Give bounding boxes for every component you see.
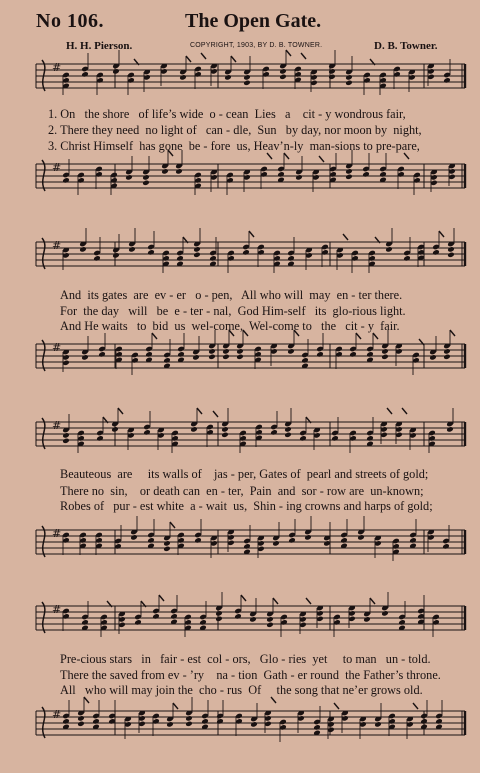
treble-staff-system-1 (0, 56, 480, 102)
note-flag (201, 53, 206, 59)
verse-line: And He waits to bid us wel-come, Wel-come to the cit - y fair. (60, 319, 400, 333)
note-flag (197, 408, 202, 414)
note-head (192, 354, 200, 360)
note-head (443, 348, 451, 354)
note-head (447, 252, 455, 258)
note-head (234, 613, 242, 619)
clef-stroke (42, 707, 45, 738)
note-flag (284, 153, 289, 159)
note-head (381, 610, 389, 616)
note-head (221, 426, 229, 432)
note-head (279, 74, 287, 80)
sharp-icon: # (52, 708, 62, 721)
note-head (299, 435, 307, 441)
note-head (304, 534, 312, 540)
bass-staff-system-3 (0, 522, 480, 568)
note-head (287, 255, 295, 261)
note-head (208, 348, 216, 354)
note-head (374, 721, 382, 727)
bass-staff-system-1 (0, 156, 480, 202)
verse-line: There no sin, or death can en - ter, Pain and sor - row are un-known; (60, 484, 424, 498)
note-head (179, 74, 187, 80)
copyright-notice: COPYRIGHT, 1903, BY D. B. TOWNER. (190, 42, 323, 49)
note-head (443, 354, 451, 360)
note-head (216, 718, 224, 724)
note-head (215, 610, 223, 616)
clef-stroke (42, 602, 45, 633)
note-flag (373, 333, 378, 339)
note-head (111, 426, 119, 432)
note-flag (343, 234, 348, 240)
note-head (193, 252, 201, 258)
note-head (236, 348, 244, 354)
verse-line: Robes of pur - est white a - wait us, Shin - ing crowns and harps of gold; (60, 499, 433, 513)
note-head (446, 426, 454, 432)
note-flag (118, 408, 123, 414)
sharp-icon: # (52, 239, 62, 252)
note-head (345, 174, 353, 180)
note-flag (450, 330, 455, 336)
note-head (266, 622, 274, 628)
note-head (93, 255, 101, 261)
note-head (272, 540, 280, 546)
verse-line: And its gates are ev - er o - pen, All who will may en - ter there. (60, 288, 403, 302)
note-head (313, 724, 321, 730)
treble-staff-system-3 (0, 414, 480, 460)
note-flag (306, 598, 311, 604)
note-head (222, 348, 230, 354)
treble-staff-system-4 (0, 598, 480, 644)
note-head (96, 435, 104, 441)
note-head (142, 180, 150, 186)
verse-line: 2. There they need no light of can - dle, Sun by day, nor moon by night, (48, 123, 422, 137)
note-head (134, 619, 142, 625)
verse-line: There the saved from ev - ’ry na - tion Gath - er round the Father’s throne. (60, 668, 441, 682)
note-head (242, 249, 250, 255)
note-head (193, 246, 201, 252)
clef-stroke (42, 418, 45, 449)
note-head (328, 68, 336, 74)
note-head (243, 543, 251, 549)
note-head (185, 715, 193, 721)
clef-stroke (42, 60, 45, 91)
note-flag (170, 522, 175, 528)
note-head (112, 68, 120, 74)
note-head (331, 435, 339, 441)
note-head (435, 718, 443, 724)
note-head (288, 537, 296, 543)
note-head (381, 348, 389, 354)
note-head (130, 534, 138, 540)
note-head (279, 68, 287, 74)
note-head (112, 252, 120, 258)
bass-staff-system-4 (0, 703, 480, 749)
note-head (163, 540, 171, 546)
note-head (363, 616, 371, 622)
note-flag (439, 231, 444, 237)
note-head (316, 351, 324, 357)
hymn-title: The Open Gate. (185, 10, 322, 32)
note-head (284, 432, 292, 438)
note-head (194, 537, 202, 543)
note-flag (404, 153, 409, 159)
note-head (62, 718, 70, 724)
note-head (340, 537, 348, 543)
note-head (362, 171, 370, 177)
note-head (381, 354, 389, 360)
note-flag (213, 411, 218, 417)
note-flag (301, 53, 306, 59)
verse-line: For the day will be e - ter - nal, God Him-self its glo-rious light. (60, 304, 406, 318)
note-flag (319, 156, 324, 162)
note-head (243, 74, 251, 80)
note-head (62, 177, 70, 183)
note-head (185, 721, 193, 727)
note-head (201, 718, 209, 724)
note-head (385, 246, 393, 252)
hymn-number: No 106. (36, 10, 104, 32)
note-flag (273, 598, 278, 604)
note-head (243, 80, 251, 86)
note-head (236, 354, 244, 360)
note-head (443, 77, 451, 83)
verse-line: Pre-cious stars in fair - est col - ors, Glo - ries yet to man un - told. (60, 652, 431, 666)
note-head (98, 351, 106, 357)
note-flag (387, 408, 392, 414)
clef-stroke (42, 238, 45, 269)
note-head (128, 246, 136, 252)
note-head (199, 619, 207, 625)
clef-stroke (42, 160, 45, 191)
note-head (277, 171, 285, 177)
note-head (447, 246, 455, 252)
note-head (147, 537, 155, 543)
verse-line: 3. Christ Himself has gone be - fore us, Heav’n-ly man-sions to pre-pare, (48, 139, 420, 153)
note-head (142, 174, 150, 180)
note-head (81, 71, 89, 77)
note-head (287, 348, 295, 354)
note-head (249, 616, 257, 622)
sharp-icon: # (52, 341, 62, 354)
sharp-icon: # (52, 161, 62, 174)
note-head (92, 718, 100, 724)
note-head (152, 613, 160, 619)
note-head (432, 249, 440, 255)
note-flag (334, 703, 339, 709)
verse-line: All who will may join the cho - rus Of the song that ne’er grows old. (60, 683, 423, 697)
verse-line: 1. On the shore of life’s wide o - cean Lies a cit - y wondrous fair, (48, 107, 406, 121)
note-head (209, 255, 217, 261)
note-head (175, 168, 183, 174)
note-head (215, 616, 223, 622)
note-head (125, 174, 133, 180)
note-head (62, 432, 70, 438)
note-head (166, 721, 174, 727)
note-head (349, 351, 357, 357)
note-head (161, 168, 169, 174)
bass-staff-system-2 (0, 336, 480, 382)
note-head (77, 715, 85, 721)
note-head (403, 255, 411, 261)
note-flag (159, 595, 164, 601)
note-head (301, 357, 309, 363)
note-head (429, 354, 437, 360)
note-head (284, 426, 292, 432)
note-flag (370, 598, 375, 604)
note-head (409, 537, 417, 543)
note-flag (84, 697, 89, 703)
composer-name: D. B. Towner. (374, 40, 438, 52)
note-head (143, 429, 151, 435)
note-flag (173, 703, 178, 709)
note-head (221, 432, 229, 438)
note-head (328, 74, 336, 80)
lyricist-name: H. H. Pierson. (66, 40, 133, 52)
note-head (208, 354, 216, 360)
verse-line: Beauteous are its walls of jas - per, Gates of pearl and streets of gold; (60, 467, 429, 481)
sharp-icon: # (52, 419, 62, 432)
note-head (145, 351, 153, 357)
note-head (379, 171, 387, 177)
note-head (345, 168, 353, 174)
note-head (147, 249, 155, 255)
note-head (266, 616, 274, 622)
note-head (250, 721, 258, 727)
note-head (420, 718, 428, 724)
sharp-icon: # (52, 61, 62, 74)
sharp-icon: # (52, 603, 62, 616)
note-head (366, 435, 374, 441)
note-head (62, 438, 70, 444)
note-head (77, 721, 85, 727)
note-head (295, 174, 303, 180)
note-head (176, 255, 184, 261)
note-head (442, 543, 450, 549)
note-flag (413, 703, 418, 709)
note-head (270, 429, 278, 435)
note-head (366, 351, 374, 357)
treble-staff-system-2 (0, 234, 480, 280)
note-flag (186, 56, 191, 62)
note-head (345, 80, 353, 86)
note-flag (241, 595, 246, 601)
note-flag (267, 153, 272, 159)
note-head (163, 357, 171, 363)
note-flag (271, 697, 276, 703)
note-head (170, 613, 178, 619)
note-flag (249, 231, 254, 237)
note-head (163, 546, 171, 552)
note-flag (356, 333, 361, 339)
note-head (222, 354, 230, 360)
note-head (177, 351, 185, 357)
note-flag (402, 408, 407, 414)
note-head (81, 354, 89, 360)
note-flag (152, 333, 157, 339)
sharp-icon: # (52, 527, 62, 540)
clef-stroke (42, 526, 45, 557)
note-head (79, 246, 87, 252)
clef-stroke (42, 340, 45, 371)
note-head (357, 534, 365, 540)
note-head (398, 619, 406, 625)
note-head (224, 74, 232, 80)
note-head (345, 74, 353, 80)
note-flag (286, 50, 291, 56)
note-head (190, 426, 198, 432)
note-head (81, 619, 89, 625)
note-flag (231, 56, 236, 62)
